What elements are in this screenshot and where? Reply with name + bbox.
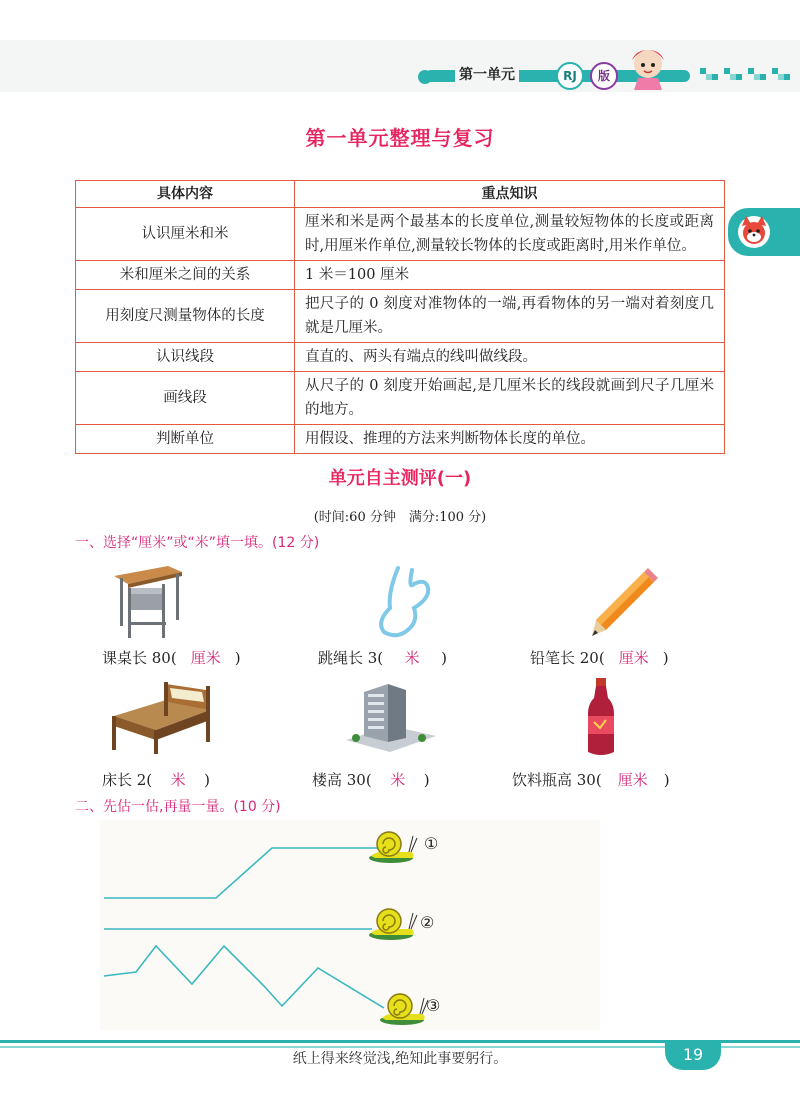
edition-badge: 版 xyxy=(590,62,618,90)
measuring-lines-figure xyxy=(100,820,600,1030)
table-header-topic: 具体内容 xyxy=(76,181,295,208)
jump-rope-icon xyxy=(368,562,438,642)
building-icon xyxy=(342,680,438,754)
q1-item-suffix: ) xyxy=(663,771,670,789)
q1-item-prefix: 床长 2( xyxy=(102,771,153,789)
q1-answer: 米 xyxy=(170,771,186,789)
fox-mascot-icon xyxy=(736,214,772,250)
table-cell-knowledge: 把尺子的 0 刻度对准物体的一端,再看物体的另一端对着刻度几就是几厘米。 xyxy=(295,290,725,343)
table-cell-topic: 判断单位 xyxy=(76,425,295,454)
q1-answer: 厘米 xyxy=(617,771,648,789)
q1-item-prefix: 饮料瓶高 30( xyxy=(512,771,602,789)
q1-item xyxy=(530,647,669,668)
marker-2: ② xyxy=(420,913,435,932)
table-cell-topic: 用刻度尺测量物体的长度 xyxy=(76,290,295,343)
header-unit-label: 第一单元 xyxy=(455,64,519,84)
marker-1: ① xyxy=(424,834,439,853)
question-1-title: 一、选择“厘米”或“米”填一填。(12 分) xyxy=(75,535,320,551)
snail-icon xyxy=(367,905,421,941)
q1-item xyxy=(312,769,430,790)
table-cell-topic: 画线段 xyxy=(76,372,295,425)
table-row xyxy=(76,261,725,290)
table-row xyxy=(76,343,725,372)
table-header-row xyxy=(76,181,725,208)
test-title: 单元自主测评(一) xyxy=(328,468,472,489)
q1-item-prefix: 课桌长 80( xyxy=(102,649,177,667)
table-row xyxy=(76,372,725,425)
q1-answer: 厘米 xyxy=(618,649,649,667)
q1-item-prefix: 铅笔长 20( xyxy=(530,649,605,667)
pencil-icon xyxy=(588,568,658,640)
table-cell-knowledge: 1 米＝100 厘米 xyxy=(295,261,725,290)
q1-answer: 米 xyxy=(404,649,420,667)
q1-item-suffix: ) xyxy=(423,771,430,789)
table-cell-knowledge: 直直的、两头有端点的线叫做线段。 xyxy=(295,343,725,372)
table-cell-topic: 认识线段 xyxy=(76,343,295,372)
q1-item-suffix: ) xyxy=(234,649,241,667)
q1-item xyxy=(102,769,210,790)
q1-item-suffix: ) xyxy=(204,771,211,789)
bed-icon xyxy=(106,676,214,756)
q1-answer: 厘米 xyxy=(190,649,221,667)
question-2-title: 二、先估一估,再量一量。(10 分) xyxy=(75,799,281,815)
cartoon-girl-icon xyxy=(618,42,680,92)
bottle-icon xyxy=(584,676,618,758)
page-number: 19 xyxy=(665,1040,721,1070)
q1-item-prefix: 楼高 30( xyxy=(312,771,372,789)
table-cell-knowledge: 用假设、推理的方法来判断物体长度的单位。 xyxy=(295,425,725,454)
table-cell-knowledge: 厘米和米是两个最基本的长度单位,测量较短物体的长度或距离时,用厘米作单位,测量较长物体的长度或距离时,用米作单位。 xyxy=(295,208,725,261)
desk-icon xyxy=(112,562,184,642)
q1-answer: 米 xyxy=(390,771,406,789)
table-row xyxy=(76,208,725,261)
header-dot xyxy=(418,70,432,84)
table-header-knowledge: 重点知识 xyxy=(295,181,725,208)
footer-motto: 纸上得来终觉浅,绝知此事要躬行。 xyxy=(292,1051,508,1067)
snail-icon xyxy=(367,828,421,864)
q1-item-prefix: 跳绳长 3( xyxy=(318,649,384,667)
snail-icon xyxy=(378,990,432,1026)
rj-badge: RJ xyxy=(556,62,584,90)
q1-item xyxy=(512,769,670,790)
time-info: (时间:60 分钟 满分:100 分) xyxy=(313,510,487,525)
table-cell-topic: 米和厘米之间的关系 xyxy=(76,261,295,290)
q1-item xyxy=(102,647,241,668)
checker-pattern xyxy=(700,68,800,86)
q1-item xyxy=(318,647,447,668)
q1-item-suffix: ) xyxy=(662,649,669,667)
review-title: 第一单元整理与复习 xyxy=(305,126,495,150)
table-row xyxy=(76,425,725,454)
table-cell-knowledge: 从尺子的 0 刻度开始画起,是几厘米长的线段就画到尺子几厘米的地方。 xyxy=(295,372,725,425)
review-table xyxy=(75,180,725,454)
header-band xyxy=(0,40,800,92)
table-row xyxy=(76,290,725,343)
table-cell-topic: 认识厘米和米 xyxy=(76,208,295,261)
marker-3: ③ xyxy=(426,996,441,1015)
q1-item-suffix: ) xyxy=(441,649,448,667)
